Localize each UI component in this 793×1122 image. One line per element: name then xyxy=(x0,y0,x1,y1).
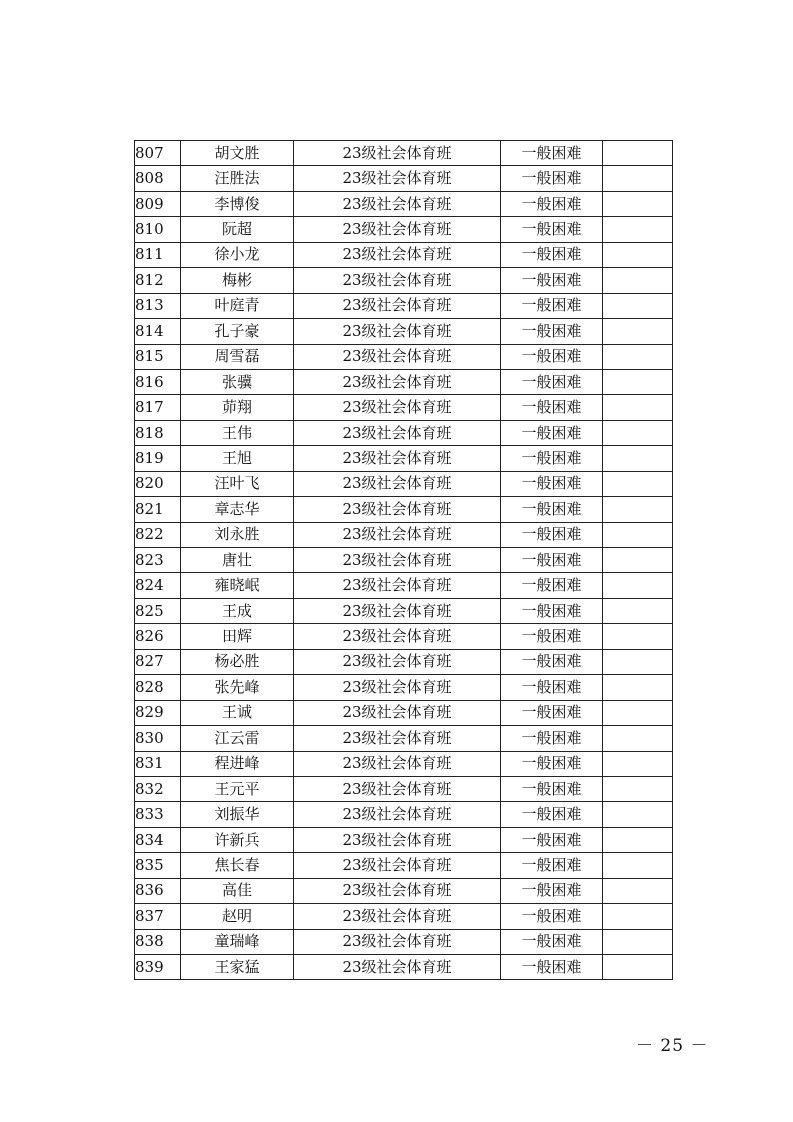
note-cell xyxy=(603,191,673,216)
student-name: 王成 xyxy=(181,598,294,623)
row-number: 824 xyxy=(135,573,181,598)
class-name: 23级社会体育班 xyxy=(294,955,501,980)
difficulty-level: 一般困难 xyxy=(501,522,603,547)
student-name: 许新兵 xyxy=(181,827,294,852)
class-name: 23级社会体育班 xyxy=(294,319,501,344)
student-name: 王诚 xyxy=(181,700,294,725)
class-name: 23级社会体育班 xyxy=(294,675,501,700)
table-row xyxy=(135,776,673,801)
table-row xyxy=(135,319,673,344)
row-number: 818 xyxy=(135,420,181,445)
student-name: 王元平 xyxy=(181,776,294,801)
note-cell xyxy=(603,548,673,573)
difficulty-level: 一般困难 xyxy=(501,751,603,776)
difficulty-level: 一般困难 xyxy=(501,700,603,725)
student-name: 茆翔 xyxy=(181,395,294,420)
table-row xyxy=(135,827,673,852)
table-row xyxy=(135,598,673,623)
note-cell xyxy=(603,802,673,827)
difficulty-level: 一般困难 xyxy=(501,548,603,573)
note-cell xyxy=(603,675,673,700)
note-cell xyxy=(603,471,673,496)
student-name: 刘永胜 xyxy=(181,522,294,547)
table-row xyxy=(135,955,673,980)
difficulty-level: 一般困难 xyxy=(501,268,603,293)
table-row xyxy=(135,471,673,496)
student-name: 叶庭青 xyxy=(181,293,294,318)
difficulty-level: 一般困难 xyxy=(501,802,603,827)
student-name: 刘振华 xyxy=(181,802,294,827)
table-row xyxy=(135,420,673,445)
note-cell xyxy=(603,700,673,725)
table-row xyxy=(135,904,673,929)
student-name: 江云雷 xyxy=(181,726,294,751)
class-name: 23级社会体育班 xyxy=(294,904,501,929)
difficulty-level: 一般困难 xyxy=(501,395,603,420)
row-number: 816 xyxy=(135,369,181,394)
class-name: 23级社会体育班 xyxy=(294,878,501,903)
table-row xyxy=(135,369,673,394)
note-cell xyxy=(603,446,673,471)
class-name: 23级社会体育班 xyxy=(294,446,501,471)
note-cell xyxy=(603,827,673,852)
note-cell xyxy=(603,369,673,394)
student-name: 王伟 xyxy=(181,420,294,445)
difficulty-level: 一般困难 xyxy=(501,726,603,751)
student-name: 田辉 xyxy=(181,624,294,649)
difficulty-level: 一般困难 xyxy=(501,624,603,649)
class-name: 23级社会体育班 xyxy=(294,369,501,394)
table-row xyxy=(135,649,673,674)
class-name: 23级社会体育班 xyxy=(294,166,501,191)
table-row xyxy=(135,242,673,267)
class-name: 23级社会体育班 xyxy=(294,726,501,751)
student-name: 杨必胜 xyxy=(181,649,294,674)
class-name: 23级社会体育班 xyxy=(294,191,501,216)
row-number: 838 xyxy=(135,929,181,954)
class-name: 23级社会体育班 xyxy=(294,573,501,598)
student-list-table xyxy=(134,140,673,980)
row-number: 825 xyxy=(135,598,181,623)
note-cell xyxy=(603,929,673,954)
note-cell xyxy=(603,904,673,929)
difficulty-level: 一般困难 xyxy=(501,369,603,394)
row-number: 826 xyxy=(135,624,181,649)
difficulty-level: 一般困难 xyxy=(501,776,603,801)
row-number: 812 xyxy=(135,268,181,293)
student-name: 赵明 xyxy=(181,904,294,929)
difficulty-level: 一般困难 xyxy=(501,497,603,522)
page-number: － 25 － xyxy=(636,1036,709,1056)
row-number: 811 xyxy=(135,242,181,267)
difficulty-level: 一般困难 xyxy=(501,573,603,598)
note-cell xyxy=(603,853,673,878)
student-name: 张先峰 xyxy=(181,675,294,700)
row-number: 807 xyxy=(135,141,181,166)
difficulty-level: 一般困难 xyxy=(501,293,603,318)
student-name: 周雪磊 xyxy=(181,344,294,369)
difficulty-level: 一般困难 xyxy=(501,827,603,852)
difficulty-level: 一般困难 xyxy=(501,141,603,166)
table-row xyxy=(135,293,673,318)
table-row xyxy=(135,141,673,166)
student-name: 梅彬 xyxy=(181,268,294,293)
student-name: 李博俊 xyxy=(181,191,294,216)
row-number: 820 xyxy=(135,471,181,496)
table-row xyxy=(135,344,673,369)
student-name: 章志华 xyxy=(181,497,294,522)
student-name: 童瑞峰 xyxy=(181,929,294,954)
class-name: 23级社会体育班 xyxy=(294,548,501,573)
table-row xyxy=(135,853,673,878)
note-cell xyxy=(603,242,673,267)
note-cell xyxy=(603,319,673,344)
table-row xyxy=(135,751,673,776)
difficulty-level: 一般困难 xyxy=(501,446,603,471)
class-name: 23级社会体育班 xyxy=(294,853,501,878)
class-name: 23级社会体育班 xyxy=(294,929,501,954)
note-cell xyxy=(603,573,673,598)
note-cell xyxy=(603,598,673,623)
class-name: 23级社会体育班 xyxy=(294,242,501,267)
student-name: 唐壮 xyxy=(181,548,294,573)
note-cell xyxy=(603,751,673,776)
row-number: 831 xyxy=(135,751,181,776)
student-name: 汪胜法 xyxy=(181,166,294,191)
class-name: 23级社会体育班 xyxy=(294,141,501,166)
difficulty-level: 一般困难 xyxy=(501,242,603,267)
class-name: 23级社会体育班 xyxy=(294,827,501,852)
row-number: 809 xyxy=(135,191,181,216)
class-name: 23级社会体育班 xyxy=(294,802,501,827)
table-row xyxy=(135,446,673,471)
student-name: 徐小龙 xyxy=(181,242,294,267)
class-name: 23级社会体育班 xyxy=(294,344,501,369)
class-name: 23级社会体育班 xyxy=(294,649,501,674)
difficulty-level: 一般困难 xyxy=(501,319,603,344)
row-number: 810 xyxy=(135,217,181,242)
row-number: 830 xyxy=(135,726,181,751)
class-name: 23级社会体育班 xyxy=(294,598,501,623)
table-row xyxy=(135,573,673,598)
row-number: 833 xyxy=(135,802,181,827)
table-row xyxy=(135,522,673,547)
row-number: 839 xyxy=(135,955,181,980)
row-number: 808 xyxy=(135,166,181,191)
note-cell xyxy=(603,395,673,420)
note-cell xyxy=(603,649,673,674)
class-name: 23级社会体育班 xyxy=(294,700,501,725)
student-name: 孔子豪 xyxy=(181,319,294,344)
student-name: 程进峰 xyxy=(181,751,294,776)
student-name: 汪叶飞 xyxy=(181,471,294,496)
student-name: 张骥 xyxy=(181,369,294,394)
class-name: 23级社会体育班 xyxy=(294,471,501,496)
row-number: 823 xyxy=(135,548,181,573)
table-row xyxy=(135,548,673,573)
table-row xyxy=(135,700,673,725)
difficulty-level: 一般困难 xyxy=(501,217,603,242)
row-number: 819 xyxy=(135,446,181,471)
difficulty-level: 一般困难 xyxy=(501,191,603,216)
difficulty-level: 一般困难 xyxy=(501,853,603,878)
difficulty-level: 一般困难 xyxy=(501,675,603,700)
student-name: 高佳 xyxy=(181,878,294,903)
note-cell xyxy=(603,624,673,649)
class-name: 23级社会体育班 xyxy=(294,217,501,242)
student-name: 胡文胜 xyxy=(181,141,294,166)
table-row xyxy=(135,497,673,522)
difficulty-level: 一般困难 xyxy=(501,598,603,623)
note-cell xyxy=(603,726,673,751)
class-name: 23级社会体育班 xyxy=(294,268,501,293)
note-cell xyxy=(603,878,673,903)
class-name: 23级社会体育班 xyxy=(294,293,501,318)
table-body xyxy=(135,141,673,980)
row-number: 837 xyxy=(135,904,181,929)
note-cell xyxy=(603,497,673,522)
row-number: 835 xyxy=(135,853,181,878)
row-number: 836 xyxy=(135,878,181,903)
note-cell xyxy=(603,420,673,445)
class-name: 23级社会体育班 xyxy=(294,497,501,522)
difficulty-level: 一般困难 xyxy=(501,166,603,191)
difficulty-level: 一般困难 xyxy=(501,420,603,445)
row-number: 827 xyxy=(135,649,181,674)
table-row xyxy=(135,802,673,827)
note-cell xyxy=(603,217,673,242)
note-cell xyxy=(603,776,673,801)
difficulty-level: 一般困难 xyxy=(501,649,603,674)
difficulty-level: 一般困难 xyxy=(501,878,603,903)
row-number: 834 xyxy=(135,827,181,852)
row-number: 832 xyxy=(135,776,181,801)
note-cell xyxy=(603,141,673,166)
class-name: 23级社会体育班 xyxy=(294,522,501,547)
student-name: 王旭 xyxy=(181,446,294,471)
class-name: 23级社会体育班 xyxy=(294,624,501,649)
row-number: 817 xyxy=(135,395,181,420)
student-name: 阮超 xyxy=(181,217,294,242)
note-cell xyxy=(603,268,673,293)
table-row xyxy=(135,217,673,242)
difficulty-level: 一般困难 xyxy=(501,344,603,369)
student-name: 雍晓岷 xyxy=(181,573,294,598)
table-row xyxy=(135,395,673,420)
note-cell xyxy=(603,293,673,318)
table-row xyxy=(135,166,673,191)
table-row xyxy=(135,191,673,216)
difficulty-level: 一般困难 xyxy=(501,929,603,954)
class-name: 23级社会体育班 xyxy=(294,751,501,776)
row-number: 829 xyxy=(135,700,181,725)
table-row xyxy=(135,268,673,293)
note-cell xyxy=(603,955,673,980)
note-cell xyxy=(603,166,673,191)
student-name: 王家猛 xyxy=(181,955,294,980)
class-name: 23级社会体育班 xyxy=(294,420,501,445)
difficulty-level: 一般困难 xyxy=(501,955,603,980)
note-cell xyxy=(603,522,673,547)
note-cell xyxy=(603,344,673,369)
row-number: 821 xyxy=(135,497,181,522)
row-number: 813 xyxy=(135,293,181,318)
difficulty-level: 一般困难 xyxy=(501,471,603,496)
row-number: 828 xyxy=(135,675,181,700)
class-name: 23级社会体育班 xyxy=(294,395,501,420)
difficulty-level: 一般困难 xyxy=(501,904,603,929)
class-name: 23级社会体育班 xyxy=(294,776,501,801)
row-number: 814 xyxy=(135,319,181,344)
row-number: 822 xyxy=(135,522,181,547)
table-row xyxy=(135,878,673,903)
row-number: 815 xyxy=(135,344,181,369)
table-row xyxy=(135,675,673,700)
table-row xyxy=(135,726,673,751)
table-row xyxy=(135,624,673,649)
table-row xyxy=(135,929,673,954)
student-name: 焦长春 xyxy=(181,853,294,878)
